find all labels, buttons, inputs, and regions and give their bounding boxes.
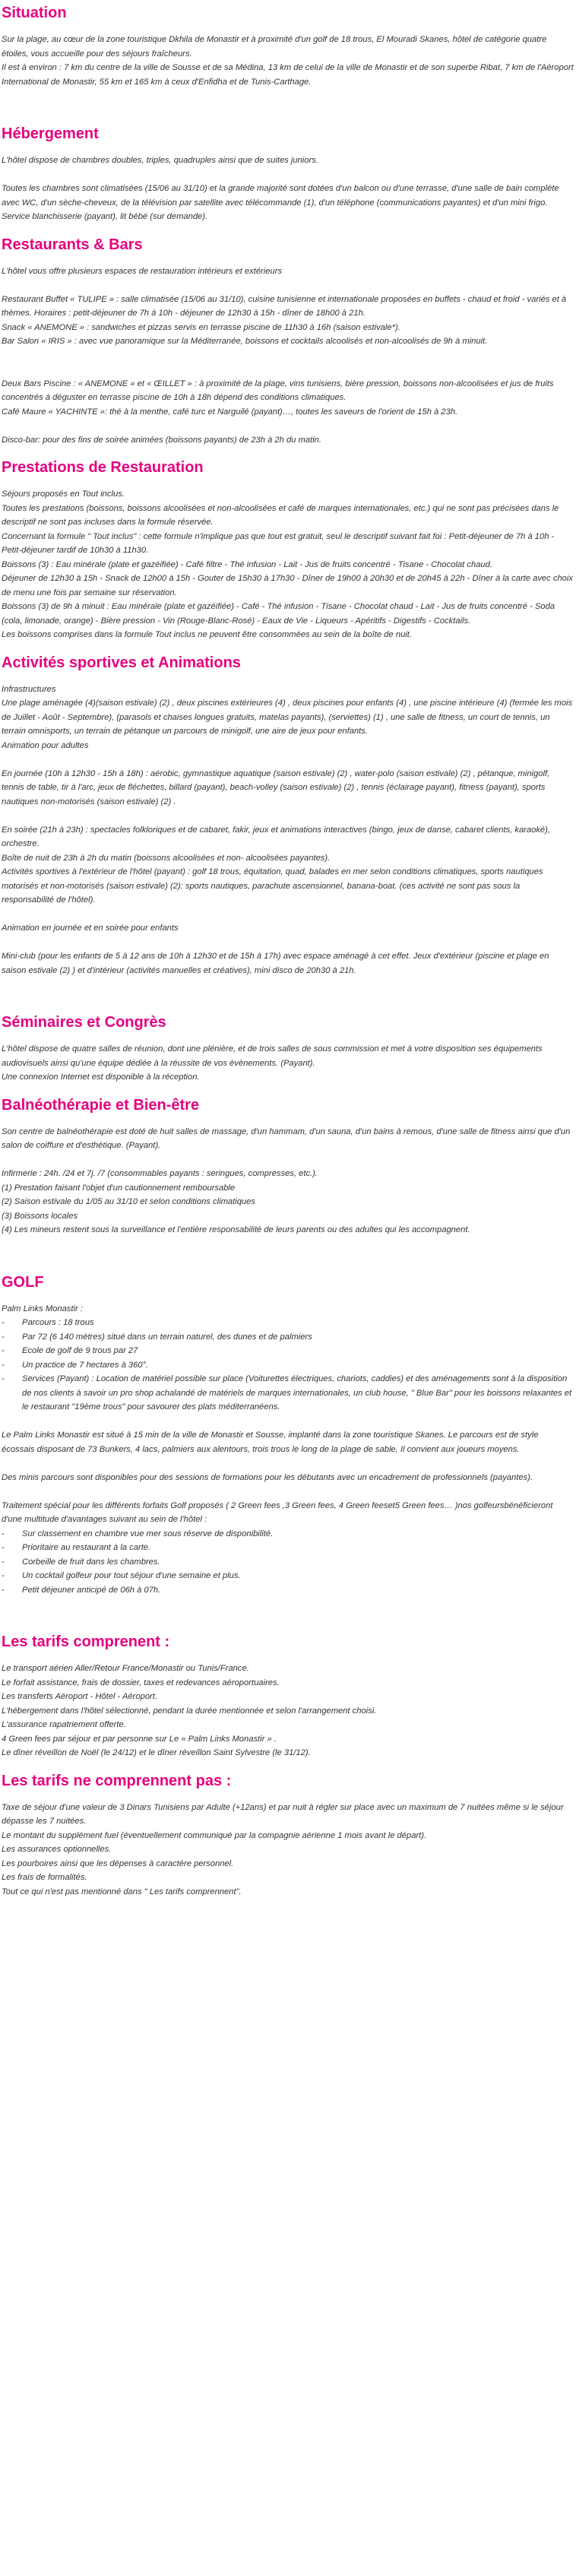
bullet-list bbox=[2, 1316, 574, 1415]
paragraph: Le dîner réveillon de Noël (le 24/12) et le dîner réveillon Saint Sylvestre (le 31/12). bbox=[2, 1748, 311, 1757]
bullet-list bbox=[2, 1527, 574, 1598]
paragraph: Des minis parcours sont disponibles pour des sessions de formations pour les débutants avec un encadrement de professionnels (payantes). bbox=[2, 1472, 533, 1482]
section bbox=[2, 1012, 574, 1085]
section-heading: Prestations de Restauration bbox=[2, 459, 204, 476]
paragraph: L'hôtel vous offre plusieurs espaces de restauration intérieurs et extérieurs bbox=[2, 266, 283, 276]
paragraph: (2) Saison estivale du 1/05 au 31/10 et selon conditions climatiques bbox=[2, 1197, 255, 1206]
paragraph: Animation en journée et en soirée pour enfants bbox=[2, 924, 179, 933]
paragraph: Restaurant Buffet « TULIPE » : salle climatisée (15/06 au 31/10), cuisine tunisienne et internationale proposées en buffets - chaud et froid - variés et à thèmes. Horaires : petit-déjeuner de 7h à 10h - déjeuner de 12h30 à 15h - dîner de 18h00 à 21h. bbox=[2, 294, 567, 318]
paragraph: Boissons (3) de 9h à minuit : Eau minérale (plate et gazéifiée) - Café - Thé infusion - Tisane - Chocolat chaud - Lait - Jus de fruits concentré - Soda (cola, limonade, orange) - Bière pression - Vin (Rouge-Blanc-Rosé) - Eaux de Vie - Liqueurs - Apéritifs - Digestifs - Cocktails. bbox=[2, 602, 555, 626]
paragraph: Boissons (3) : Eau minérale (plate et gazéifiée) - Café filtre - Thé infusion - Lait - Jus de fruits concentré - Tisane - Chocolat chaud. bbox=[2, 559, 492, 569]
paragraph: Le transport aérien Aller/Retour France/Monastir ou Tunis/France. bbox=[2, 1664, 249, 1673]
paragraph: Deux Bars Piscine : « ANEMONE » et « ŒILLET » : à proximité de la plage, vins tunisiens, bière pression, boissons non-alcoolisées et jus de fruits concentrés à déguster en terrasse piscine de 10h à 18h dépend des conditions climatiques. bbox=[2, 379, 554, 402]
list-item: - Par 72 (6 140 mètres) situé dans un terrain naturel, des dunes et de palmiers bbox=[2, 1330, 574, 1345]
paragraph: Le Palm Links Monastir est situé à 15 min de la ville de Monastir et Sousse, implanté dans la zone touristique Skanes. Le parcours est de style écossais disposant de 73 Bunkers, 4 lacs, palmiers aux alentours, trois trous le long de la plage de sable, Il convient aux joueurs moyens. bbox=[2, 1431, 539, 1454]
section-heading: GOLF bbox=[2, 1273, 44, 1291]
paragraph: En soirée (21h à 23h) : spectacles folkloriques et de cabaret, fakir, jeux et animations interactives (bingo, jeux de danse, cabaret clients, karaoké), orchestre. bbox=[2, 825, 550, 848]
blank-line bbox=[2, 419, 574, 433]
paragraph: Séjours proposés en Tout inclus. bbox=[2, 490, 125, 499]
paragraph: L'hôtel dispose de quatre salles de réunion, dont une plénière, et de trois salles de sous commission et met à votre disposition ses équipements audiovisuels ainsi qu'une équipe dédiée à la réussite de vos évènements. (Payant). bbox=[2, 1044, 543, 1068]
blank-line bbox=[2, 363, 574, 377]
paragraph: Les boissons comprises dans la formule Tout inclus ne peuvent être consommées au sein de la boîte de nuit. bbox=[2, 630, 413, 639]
list-item: - Corbeille de fruit dans les chambres. bbox=[2, 1555, 574, 1570]
list-item: - Prioritaire au restaurant à la carte. bbox=[2, 1541, 574, 1555]
list-item: - Petit déjeuner anticipé de 06h à 07h. bbox=[2, 1583, 574, 1598]
paragraph: Les assurances optionnelles. bbox=[2, 1845, 112, 1854]
section bbox=[2, 653, 574, 978]
paragraph: Le forfait assistance, frais de dossier, taxes et redevances aéroportuaires. bbox=[2, 1678, 280, 1687]
paragraph: L'hôtel dispose de chambres doubles, triples, quadruples ainsi que de suites juniors. bbox=[2, 156, 318, 165]
paragraph: 4 Green fees par séjour et par personne sur Le « Palm Links Monastir » . bbox=[2, 1734, 277, 1744]
section bbox=[2, 124, 574, 224]
paragraph: Les frais de formalités. bbox=[2, 1873, 87, 1882]
paragraph: Toutes les chambres sont climatisées (15/06 au 31/10) et la grande majorité sont dotées d'un balcon ou d'une terrasse, d'une salle de bain complète avec WC, d'un sèche-cheveux, de la télévision par satellite avec télécommande (1), d'un téléphone (communications payantes) et d'un mini frigo. Service blanchisserie (payant), lit bébé (sur demande). bbox=[2, 184, 559, 221]
list-item: - Un cocktail golfeur pour tout séjour d'une semaine et plus. bbox=[2, 1569, 574, 1583]
paragraph: Infirmerie : 24h. /24 et 7j. /7 (consommables payants : seringues, compresses, etc.). bbox=[2, 1169, 318, 1178]
paragraph: Disco-bar: pour des fins de soirée animées (boissons payants) de 23h à 2h du matin. bbox=[2, 435, 322, 445]
paragraph: Traitement spécial pour les différents forfaits Golf proposés ( 2 Green fees ,3 Green fees, 4 Green feeset5 Green fees… )nos golfeursbénéficieront d'une multitude d'avantages suivant au sein de l'hôtel : bbox=[2, 1500, 553, 1524]
paragraph: Déjeuner de 12h30 à 15h - Snack de 12h00 à 15h - Gouter de 15h30 à 17h30 - Dîner de 19h00 à 20h30 et de 20h45 à 22h - Dîner à la carte avec choix de menu une fois par semaine sur réservation. bbox=[2, 574, 573, 597]
paragraph: Snack « ANEMONE » : sandwiches et pizzas servis en terrasse piscine de 11h30 à 16h (saison estivale*). bbox=[2, 322, 400, 332]
paragraph: Café Maure « YACHINTE »: thé à la menthe, café turc et Narguilé (payant)…, toutes les saveurs de l'orient de 15h à 23h. bbox=[2, 407, 458, 417]
list-item: - Sur classement en chambre vue mer sous réserve de disponibilité. bbox=[2, 1527, 574, 1541]
paragraph: Mini-club (pour les enfants de 5 à 12 ans de 10h à 12h30 et de 15h à 17h) avec espace aménagé à cet effet. Jeux d'extérieur (piscine et plage en saison estivale (2) ) et d'intérieur (activités manuelles et créatives), mini disco de 20h30 à 21h. bbox=[2, 952, 549, 975]
section bbox=[2, 458, 574, 642]
blank-line bbox=[2, 349, 574, 363]
section-heading: Les tarifs ne comprennent pas : bbox=[2, 1772, 232, 1789]
blank-line bbox=[2, 936, 574, 950]
paragraph: L'hébergement dans l'hôtel sélectionné, pendant la durée mentionnée et selon l'arrangement choisi. bbox=[2, 1706, 377, 1716]
paragraph: (4) Les mineurs restent sous la surveillance et l'entière responsabilité de leurs parents ou des adultes qui les accompagnent. bbox=[2, 1225, 470, 1234]
paragraph: Le montant du supplément fuel (éventuellement communiqué par la compagnie aérienne 1 mois avant le départ). bbox=[2, 1830, 427, 1840]
section-heading: Restaurants & Bars bbox=[2, 236, 143, 253]
list-item: - Ecole de golf de 9 trous par 27 bbox=[2, 1344, 574, 1358]
blank-line bbox=[2, 278, 574, 293]
paragraph: (1) Prestation faisant l'objet d'un cautionnement remboursable bbox=[2, 1183, 236, 1193]
paragraph: Concernant la formule " Tout inclus" : cette formule n'implique pas que tout est gratuit, seul le descriptif suivant fait foi : Petit-déjeuner de 7h à 10h - Petit-déjeuner tardif de 10h30 à 11h30. bbox=[2, 531, 555, 555]
section-heading: Activités sportives et Animations bbox=[2, 654, 241, 671]
paragraph: Une plage aménagée (4)(saison estivale) (2) , deux piscines extérieures (4) , deux piscines pour enfants (4) , une piscine intérieure (4) (fermée les mois de Juillet - Août - Septembre), (parasols et chaises longues gratuits, matelas payants), (serviettes) (1) , une salle de fitness, un court de tennis, un terrain omnisports, un terrain de pétanque un parcours de minigolf, une aire de jeux pour enfants. bbox=[2, 699, 573, 736]
list-item: - Parcours : 18 trous bbox=[2, 1316, 574, 1330]
section bbox=[2, 1095, 574, 1237]
section-heading: Situation bbox=[2, 5, 67, 21]
section-heading: Les tarifs comprenent : bbox=[2, 1633, 170, 1650]
paragraph: Taxe de séjour d'une valeur de 3 Dinars Tunisiens par Adulte (+12ans) et par nuit à régler sur place avec un maximum de 7 nuitées même si le séjour dépasse les 7 nuitées. bbox=[2, 1802, 564, 1826]
paragraph: Les transferts Aéroport - Hôtel - Aéroport. bbox=[2, 1692, 157, 1701]
paragraph: Bar Salon « IRIS » : avec vue panoramique sur la Méditerranée, boissons et cocktails alcoolisés et non-alcoolisés de 9h à minuit. bbox=[2, 337, 488, 346]
paragraph: Activités sportives à l'extérieur de l'hôtel (payant) : golf 18 trous, équitation, quad, balades en mer selon conditions climatiques, sports nautiques motorisés et non-motorisés (saison estivale) (2): sports nautiques, parachute ascensionnel, banana-boat. (ces activité ne sont pas sous la responsabilité de l'hôtel). bbox=[2, 867, 543, 905]
section-heading: Séminaires et Congrès bbox=[2, 1014, 166, 1031]
blank-line bbox=[2, 1456, 574, 1471]
list-item: - Un practice de 7 hectares à 360°. bbox=[2, 1358, 574, 1373]
section-heading: Hébergement bbox=[2, 125, 99, 142]
blank-line bbox=[2, 753, 574, 767]
blank-line bbox=[2, 1153, 574, 1168]
paragraph: Infrastructures bbox=[2, 684, 56, 694]
paragraph: L'assurance rapatriement offerte. bbox=[2, 1720, 126, 1729]
blank-line bbox=[2, 1484, 574, 1499]
section bbox=[2, 235, 574, 448]
section bbox=[2, 1771, 574, 1900]
paragraph: Toutes les prestations (boissons, boissons alcoolisées et non-alcoolisées et café de marques internationales, etc.) qui ne sont pas précisées dans le descriptif ne sont pas incluses dans la formule réservée. bbox=[2, 503, 559, 527]
section bbox=[2, 3, 574, 89]
paragraph: En journée (10h à 12h30 - 15h à 18h) : aérobic, gymnastique aquatique (saison estivale) (2) , water-polo (saison estivale) (2) , pétanque, minigolf, tennis de table, tir à l'arc, jeux de fléchettes, billard (payant), beach-volley (saison estivale) (2) , tennis (éclairage payant), fitness (payant), sports nautiques non-motorisés (saison estivale) (2) . bbox=[2, 768, 550, 806]
section-heading: Balnéothérapie et Bien-être bbox=[2, 1096, 200, 1114]
paragraph: Il est à environ : 7 km du centre de la ville de Sousse et de sa Médina, 13 km de celui de la ville de Monastir et de son superbe Ribat, 7 km de l'Aéroport International de Monastir, 55 km et 165 km à ceux d'Enfidha et de Tunis-Carthage. bbox=[2, 63, 574, 87]
paragraph: Boîte de nuit de 23h à 2h du matin (boissons alcoolisées et non- alcoolisées payantes). bbox=[2, 853, 331, 863]
paragraph: Animation pour adultes bbox=[2, 740, 89, 750]
blank-line bbox=[2, 809, 574, 823]
paragraph: Son centre de balnéothérapie est doté de huit salles de massage, d'un hammam, d'un sauna, d'un bains à remous, d'une salle de fitness ainsi que d'un salon de coiffure et d'esthétique. (Payant). bbox=[2, 1126, 571, 1150]
section bbox=[2, 1632, 574, 1760]
section bbox=[2, 1272, 574, 1598]
blank-line bbox=[2, 1415, 574, 1429]
paragraph: Les pourboires ainsi que les dépenses à caractère personnel. bbox=[2, 1858, 234, 1868]
paragraph: Une connexion Internet est disponible à la réception. bbox=[2, 1073, 200, 1082]
blank-line bbox=[2, 168, 574, 182]
paragraph: Tout ce qui n'est pas mentionné dans " Les tarifs comprennent". bbox=[2, 1887, 242, 1896]
paragraph: Palm Links Monastir : bbox=[2, 1304, 83, 1313]
paragraph: Sur la plage, au cœur de la zone touristique Dkhila de Monastir et à proximité d'un golf de 18 trous, El Mouradi Skanes, hôtel de catégorie quatre étoiles, vous accueille pour des séjours fraîcheurs. bbox=[2, 35, 547, 59]
paragraph: (3) Boissons locales bbox=[2, 1211, 78, 1221]
list-item: - Services (Payant) : Location de matériel possible sur place (Voiturettes électriques, chariots, caddies) et des aménagements sont à la disposition de nos clients à savoir un pro shop achalandé de matériels de marques internationales, un club house, " Blue Bar" pour les boissons relaxantes et le restaurant "19ème trous" pour savourer des plats méditerranéens. bbox=[2, 1372, 574, 1415]
blank-line bbox=[2, 908, 574, 922]
